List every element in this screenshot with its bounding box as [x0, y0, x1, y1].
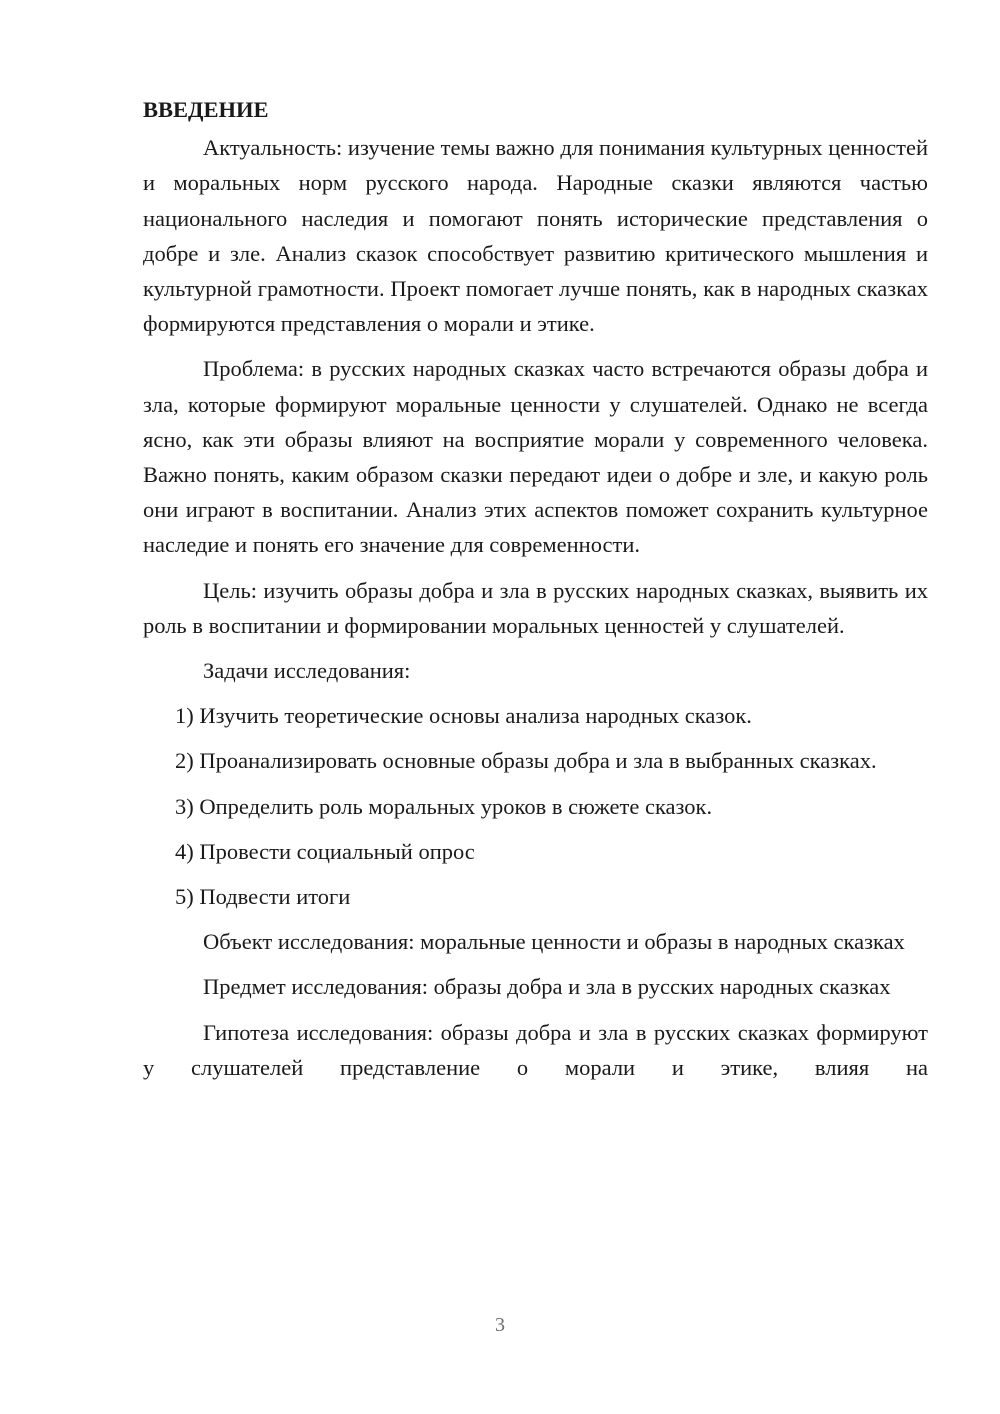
section-heading: ВВЕДЕНИЕ [143, 97, 269, 122]
tasks-heading: Задачи исследования: [203, 658, 411, 684]
paragraph-problem: Проблема: в русских народных сказках часто встречаются образы добра и зла, которые формируют моральные ценности у слушателей. Однако не всегда ясно, как эти образы влияют на восприятие морали у современного человека. Важно понять, каким образом сказки передают идеи о добре и зле, и какую роль они играют в воспитании. Анализ этих аспектов поможет сохранить культурное наследие и понять его значение для современности. [143, 356, 928, 558]
paragraph-goal: Цель: изучить образы добра и зла в русских народных сказках, выявить их роль в воспитании и формировании моральных ценностей у слушателей. [143, 577, 928, 638]
page-content [143, 92, 928, 1085]
paragraph-object: Объект исследования: моральные ценности и образы в народных сказках [203, 929, 905, 955]
paragraph-subject: Предмет исследования: образы добра и зла в русских народных сказках [203, 974, 891, 1000]
task-item-4: 4) Провести социальный опрос [175, 838, 475, 864]
paragraph-relevance: Актуальность: изучение темы важно для понимания культурных ценностей и моральных норм русского народа. Народные сказки являются частью национального наследия и помогают понять исторические представления о добре и зле. Анализ сказок способствует развитию критического мышления и культурной грамотности. Проект помогает лучше понять, как в народных сказках формируются представления о морали и этике. [143, 135, 928, 337]
task-item-5: 5) Подвести итоги [175, 884, 351, 910]
task-item-2: 2) Проанализировать основные образы добра и зла в выбранных сказках. [175, 748, 877, 774]
task-item-3: 3) Определить роль моральных уроков в сюжете сказок. [175, 793, 713, 819]
page-number: 3 [495, 1314, 505, 1336]
paragraph-hypothesis: Гипотеза исследования: образы добра и зла в русских сказках формируют у слушателей представление о морали и этике, влияя на [143, 1019, 928, 1080]
task-item-1: 1) Изучить теоретические основы анализа народных сказок. [175, 703, 752, 729]
